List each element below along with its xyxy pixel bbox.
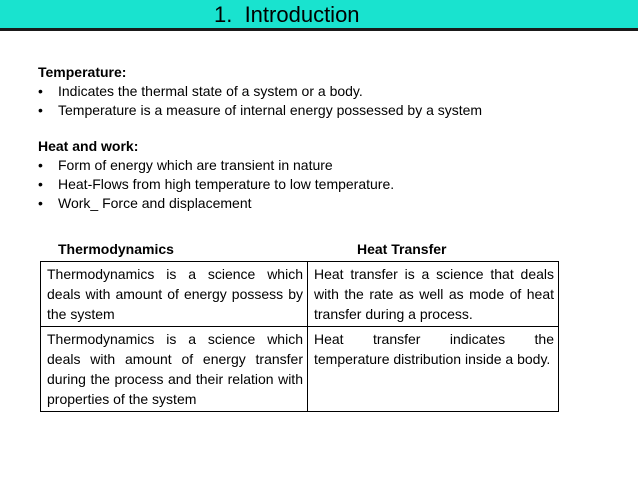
table-cell: Thermodynamics is a science which deals with amount of energy possess by the system xyxy=(41,262,308,327)
temperature-bullet-2: • Temperature is a measure of internal energy possessed by a system xyxy=(38,102,483,118)
heat-work-bullet-1: • Form of energy which are transient in nature xyxy=(38,157,333,173)
bullet-icon: • xyxy=(38,176,43,192)
table-row xyxy=(41,262,559,327)
table-cell: Heat transfer indicates the temperature distribution inside a body. xyxy=(308,327,559,412)
bullet-icon: • xyxy=(38,83,43,99)
column-header-thermodynamics: Thermodynamics xyxy=(58,241,174,257)
temperature-heading: Temperature: xyxy=(38,64,127,80)
heat-work-bullet-2: • Heat-Flows from high temperature to low temperature. xyxy=(38,176,395,192)
heat-work-heading: Heat and work: xyxy=(38,138,139,154)
bullet-icon: • xyxy=(38,157,43,173)
heat-work-bullet-3: • Work_ Force and displacement xyxy=(38,195,252,211)
bullet-icon: • xyxy=(38,102,43,118)
comparison-table xyxy=(40,261,559,412)
table-cell: Heat transfer is a science that deals with the rate as well as mode of heat transfer during a process. xyxy=(308,262,559,327)
table-cell: Thermodynamics is a science which deals with amount of energy transfer during the process and their relation with properties of the system xyxy=(41,327,308,412)
temperature-bullet-1: • Indicates the thermal state of a system or a body. xyxy=(38,83,363,99)
table-row xyxy=(41,327,559,412)
title-bar xyxy=(0,0,638,31)
bullet-icon: • xyxy=(38,195,43,211)
column-header-heat-transfer: Heat Transfer xyxy=(357,241,447,257)
slide-title: 1. Introduction xyxy=(214,2,360,27)
